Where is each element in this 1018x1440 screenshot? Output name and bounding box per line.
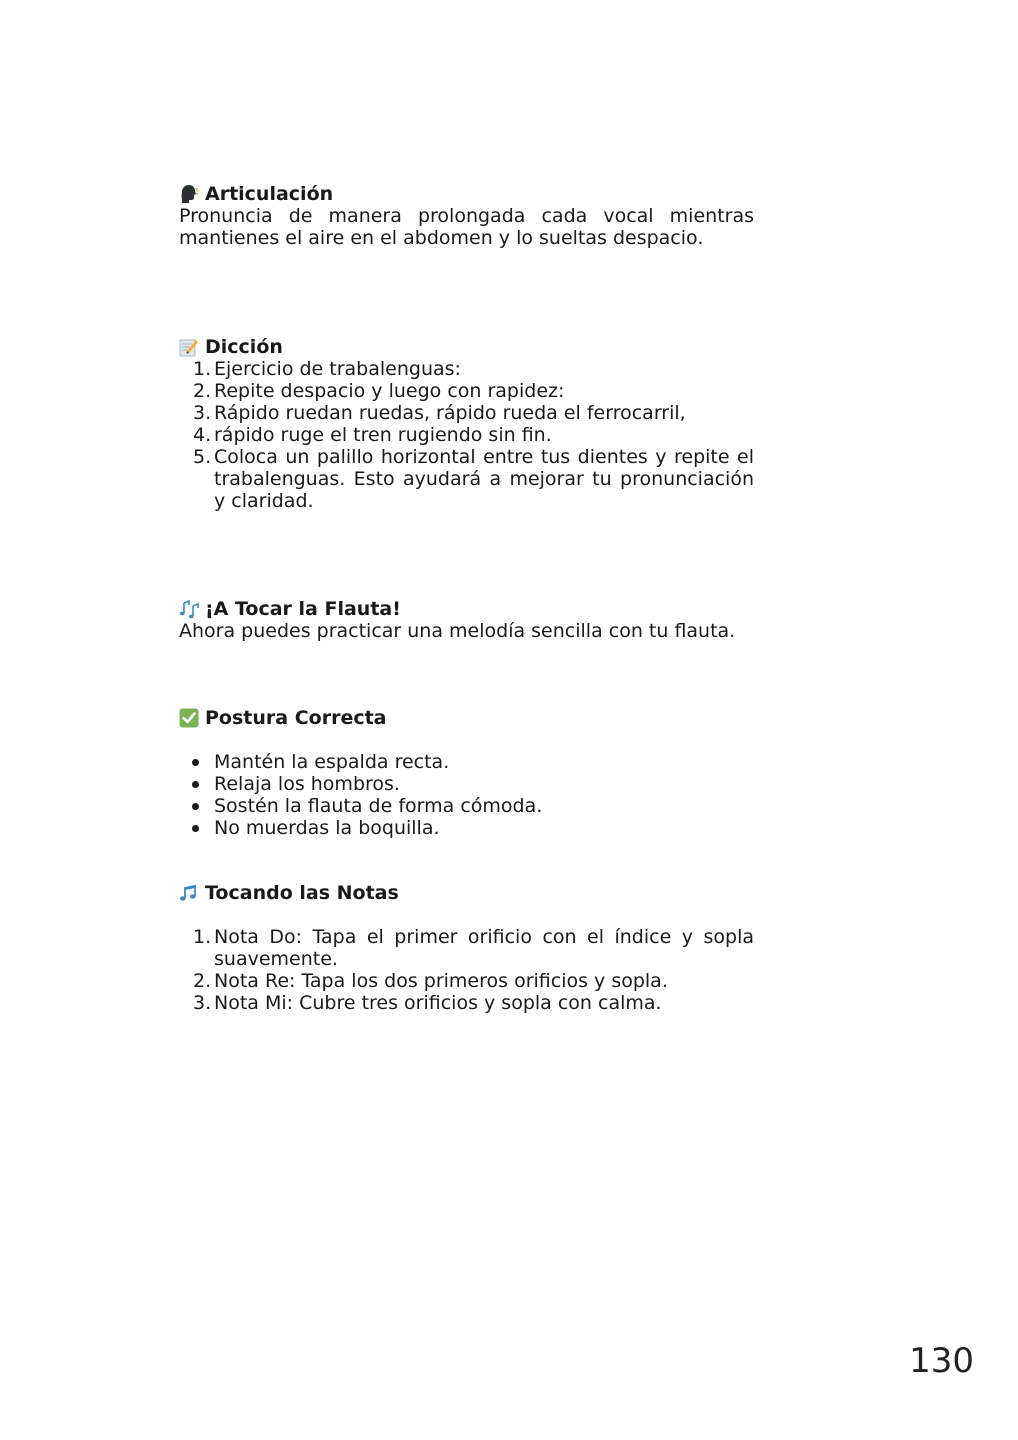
list-item [179,402,754,424]
section-heading [179,336,754,358]
list-item [179,446,754,512]
list-item [179,817,754,839]
memo-icon [179,337,199,357]
list-item-number: 3. [193,402,212,424]
section-heading [179,183,754,205]
section-heading [179,707,754,729]
section-heading [179,598,754,620]
list-item-number: 2. [193,380,212,402]
list-item [179,795,754,817]
section-title: Postura Correcta [205,707,387,729]
section-flauta [179,598,754,642]
check-mark-button-icon [179,708,199,728]
postura-list [179,751,754,839]
bullet-icon [192,825,199,832]
list-item-text: Nota Re: Tapa los dos primeros orificios y sopla. [214,970,668,992]
bullet-icon [192,759,199,766]
speaking-head-icon [179,184,199,204]
section-title: Dicción [205,336,283,358]
list-item-text: Nota Do: Tapa el primer orificio con el índice y sopla suavemente. [214,926,754,970]
section-diccion [179,336,754,512]
section-title: Tocando las Notas [205,882,399,904]
list-item-text: Mantén la espalda recta. [214,751,450,773]
list-item-number: 1. [193,358,212,380]
list-item-text: Repite despacio y luego con rapidez: [214,380,565,402]
list-item [179,424,754,446]
list-item-number: 5. [193,446,212,468]
section-heading [179,882,754,904]
list-item-text: Relaja los hombros. [214,773,400,795]
list-item-text: Nota Mi: Cubre tres orificios y sopla con calma. [214,992,662,1014]
list-item-text: Rápido ruedan ruedas, rápido rueda el ferrocarril, [214,402,686,424]
list-item [179,358,754,380]
section-notas [179,882,754,1014]
section-postura [179,707,754,839]
section-articulacion [179,183,754,249]
section-title: Articulación [205,183,334,205]
list-item [179,380,754,402]
bullet-icon [192,803,199,810]
notas-list [179,926,754,1014]
section-paragraph: Pronuncia de manera prolongada cada vocal mientras mantienes el aire en el abdomen y lo sueltas despacio. [179,205,754,249]
list-item [179,926,754,970]
section-paragraph: Ahora puedes practicar una melodía sencilla con tu flauta. [179,620,736,642]
list-item-text: rápido ruge el tren rugiendo sin fin. [214,424,552,446]
section-title: ¡A Tocar la Flauta! [205,598,401,620]
list-item [179,773,754,795]
bullet-icon [192,781,199,788]
list-item-text: Ejercicio de trabalenguas: [214,358,461,380]
musical-notes-icon [179,599,199,619]
diccion-list [179,358,754,512]
list-item-number: 2. [193,970,212,992]
list-item [179,970,754,992]
list-item-number: 3. [193,992,212,1014]
list-item-text: Coloca un palillo horizontal entre tus dientes y repite el trabalenguas. Esto ayudará a mejorar tu pronunciación y claridad. [214,446,754,512]
musical-note-icon [179,883,199,903]
list-item-text: Sostén la flauta de forma cómoda. [214,795,543,817]
list-item [179,751,754,773]
list-item-number: 1. [193,926,212,948]
page-number: 130 [909,1341,974,1381]
list-item-number: 4. [193,424,212,446]
list-item-text: No muerdas la boquilla. [214,817,440,839]
list-item [179,992,754,1014]
